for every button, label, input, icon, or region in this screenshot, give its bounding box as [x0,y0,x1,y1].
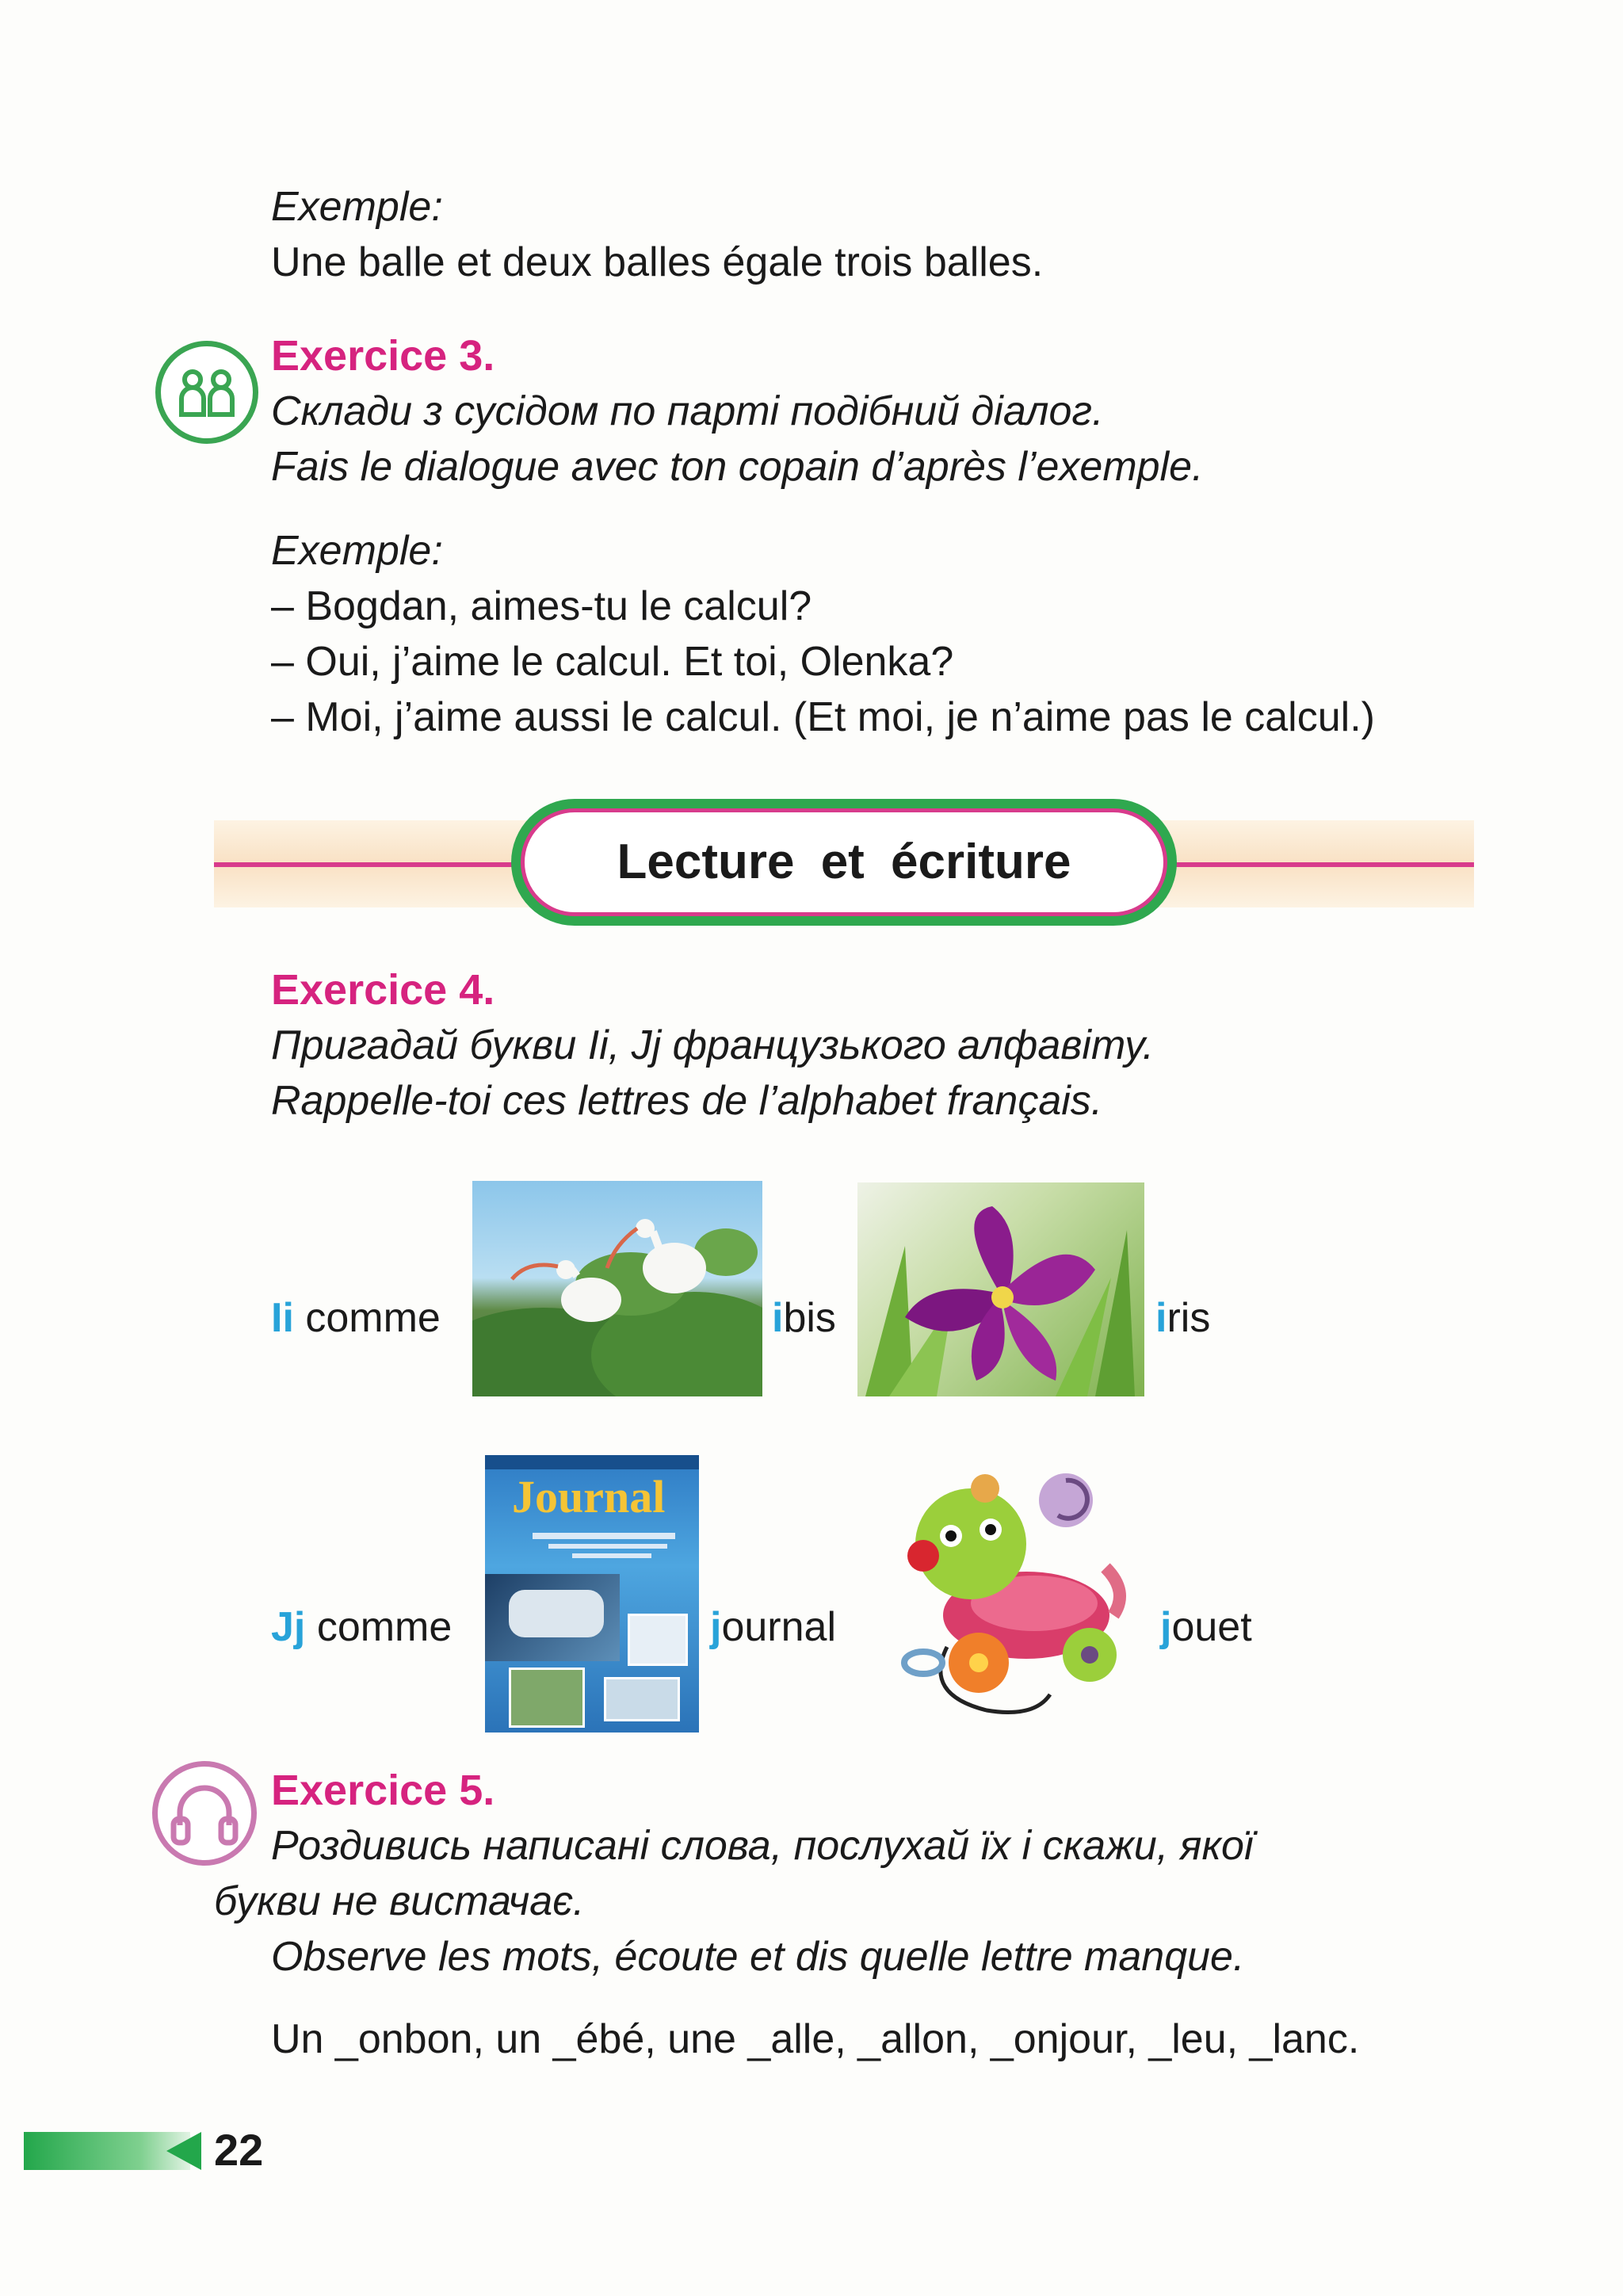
row-j-label [271,1599,452,1655]
exercise5-words: Un _onbon, un _ébé, une _alle, _allon, _onjour, _leu, _lanc. [271,2016,1360,2062]
exercise3-instruction-fr: Fais le dialogue avec ton copain d’après l’exemple. [271,444,1204,490]
exercise3-title: Exercice 3. [271,332,495,380]
journal-cover-title: Journal [512,1471,666,1522]
journal-image [485,1455,699,1733]
pair-work-icon [155,341,258,444]
letter-ii: Ii [271,1295,294,1341]
exercise5-instruction-fr: Observe les mots, écoute et dis quelle lettre manque. [271,1934,1245,1980]
section-line-right [1173,862,1474,867]
word-iris: iris [1155,1295,1211,1341]
page-number: 22 [214,2125,264,2175]
exercise4-instruction-fr: Rappelle-toi ces lettres de l’alphabet français. [271,1078,1103,1124]
section-title: Lecture et écriture [617,835,1071,889]
iris-image [857,1182,1144,1396]
word-jouet: jouet [1160,1604,1252,1650]
section-title-pill [511,799,1177,926]
page-arrow-icon [163,2130,203,2172]
intro-example-label: Exemple: [271,184,443,230]
letter-jj: Jj [271,1604,306,1650]
section-line-left [214,862,515,867]
exercise3-instruction-uk: Склади з сусідом по парті подібний діалог. [271,388,1104,434]
ibis-image [472,1181,762,1396]
exercise3-example-label: Exemple: [271,528,443,574]
dialogue-line: – Bogdan, aimes-tu le calcul? [271,583,812,629]
exercise4-title: Exercice 4. [271,966,495,1014]
row-i-label [271,1290,441,1346]
dialogue-line: – Oui, j’aime le calcul. Et toi, Olenka? [271,639,954,685]
exercise5-instruction-uk-line2: букви не вистачає. [214,1878,585,1924]
exercise5-title: Exercice 5. [271,1767,495,1814]
intro-example-text: Une balle et deux balles égale trois balles. [271,239,1044,285]
headphones-icon [152,1761,257,1866]
word-journal: journal [710,1604,837,1650]
exercise5-instruction-uk-line1: Роздивись написані слова, послухай їх і скажи, якої [271,1823,1254,1869]
comme-text: comme [305,1604,453,1650]
word-ibis: ibis [772,1295,836,1341]
exercise4-instruction-uk: Пригадай букви Ii, Jj французького алфавіту. [271,1022,1155,1068]
dialogue-line: – Moi, j’aime aussi le calcul. (Et moi, je n’aime pas le calcul.) [271,694,1375,740]
comme-text: comme [293,1295,441,1341]
toy-image [876,1457,1145,1726]
